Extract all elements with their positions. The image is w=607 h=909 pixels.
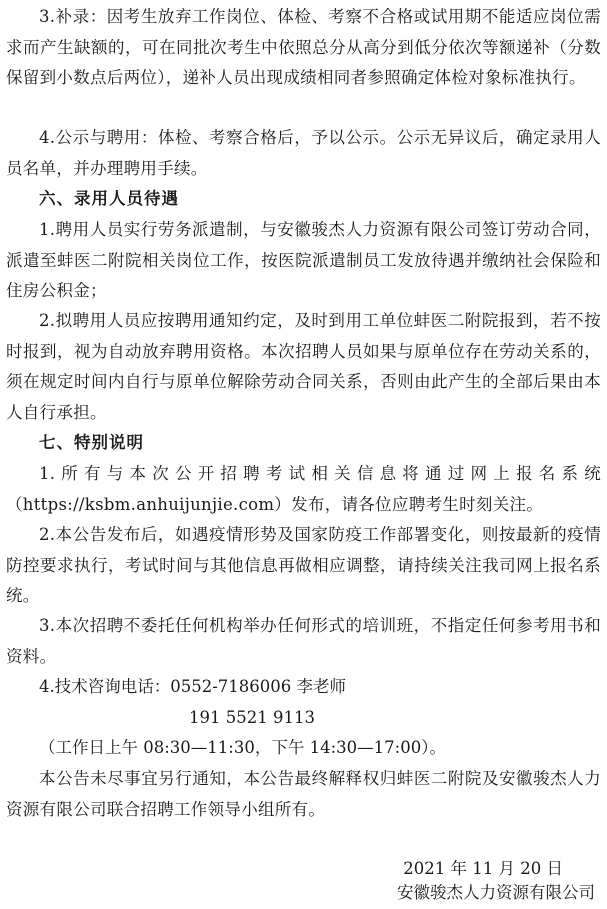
paragraph-labor-dispatch: 1.聘用人员实行劳务派遣制，与安徽骏杰人力资源有限公司签订劳动合同，派遣至蚌医二附院相关岗位工作，按医院派遣制员工发放待遇并缴纳社会保险和住房公积金；: [6, 220, 601, 300]
paragraph-closing-statement: 本公告未尽事宜另行通知，本公告最终解释权归蚌医二附院及安徽骏杰人力资源有限公司联合招聘工作领导小组所有。: [6, 769, 601, 819]
paragraph-supplementary-recruitment: 3.补录：因考生放弃工作岗位、体检、考察不合格或试用期不能适应岗位需求而产生缺额的，可在同批次考生中依照总分从高分到低分依次等额递补（分数保留到小数点后两位），递补人员出现成绩相同者参照确定体检对象标准执行。: [6, 7, 601, 87]
paragraph-epidemic-adjustment: 2.本公告发布后，如遇疫情形势及国家防疫工作部署变化，则按最新的疫情防控要求执行，考试时间与其他信息再做相应调整，请持续关注我司网上报名系统。: [6, 525, 601, 605]
contact-mobile-line: 191 5521 9113: [189, 708, 315, 727]
paragraph-reporting-requirement: 2.拟聘用人员应按聘用通知约定，及时到用工单位蚌医二附院报到，若不按时报到，视为自动放弃聘用资格。本次招聘人员如果与原单位存在劳动关系的，须在规定时间内自行与原单位解除劳动合同关系，否则由此产生的全部后果由本人自行承担。: [6, 311, 601, 422]
paragraph-publicity-and-hiring: 4.公示与聘用：体检、考察合格后，予以公示。公示无异议后，确定录用人员名单，并办理聘用手续。: [6, 128, 601, 178]
footer-organization: 安徽骏杰人力资源有限公司: [397, 883, 595, 902]
heading-special-notes: 七、特别说明: [39, 433, 144, 452]
heading-employment-benefits: 六、录用人员待遇: [39, 189, 179, 208]
paragraph-no-training: 3.本次招聘不委托任何机构举办任何形式的培训班，不指定任何参考用书和资料。: [6, 616, 601, 666]
contact-hours-line: （工作日上午 08:30—11:30，下午 14:30—17:00）。: [39, 738, 446, 757]
footer-date: 2021 年 11 月 20 日: [403, 859, 563, 878]
contact-phone-line: 4.技术咨询电话：0552-7186006 李老师: [39, 677, 347, 696]
paragraph-online-registration: 1.所有与本次公开招聘考试相关信息将通过网上报名系统（https://ksbm.anhuijunjie.com）发布，请各位应聘考生时刻关注。: [6, 464, 601, 514]
